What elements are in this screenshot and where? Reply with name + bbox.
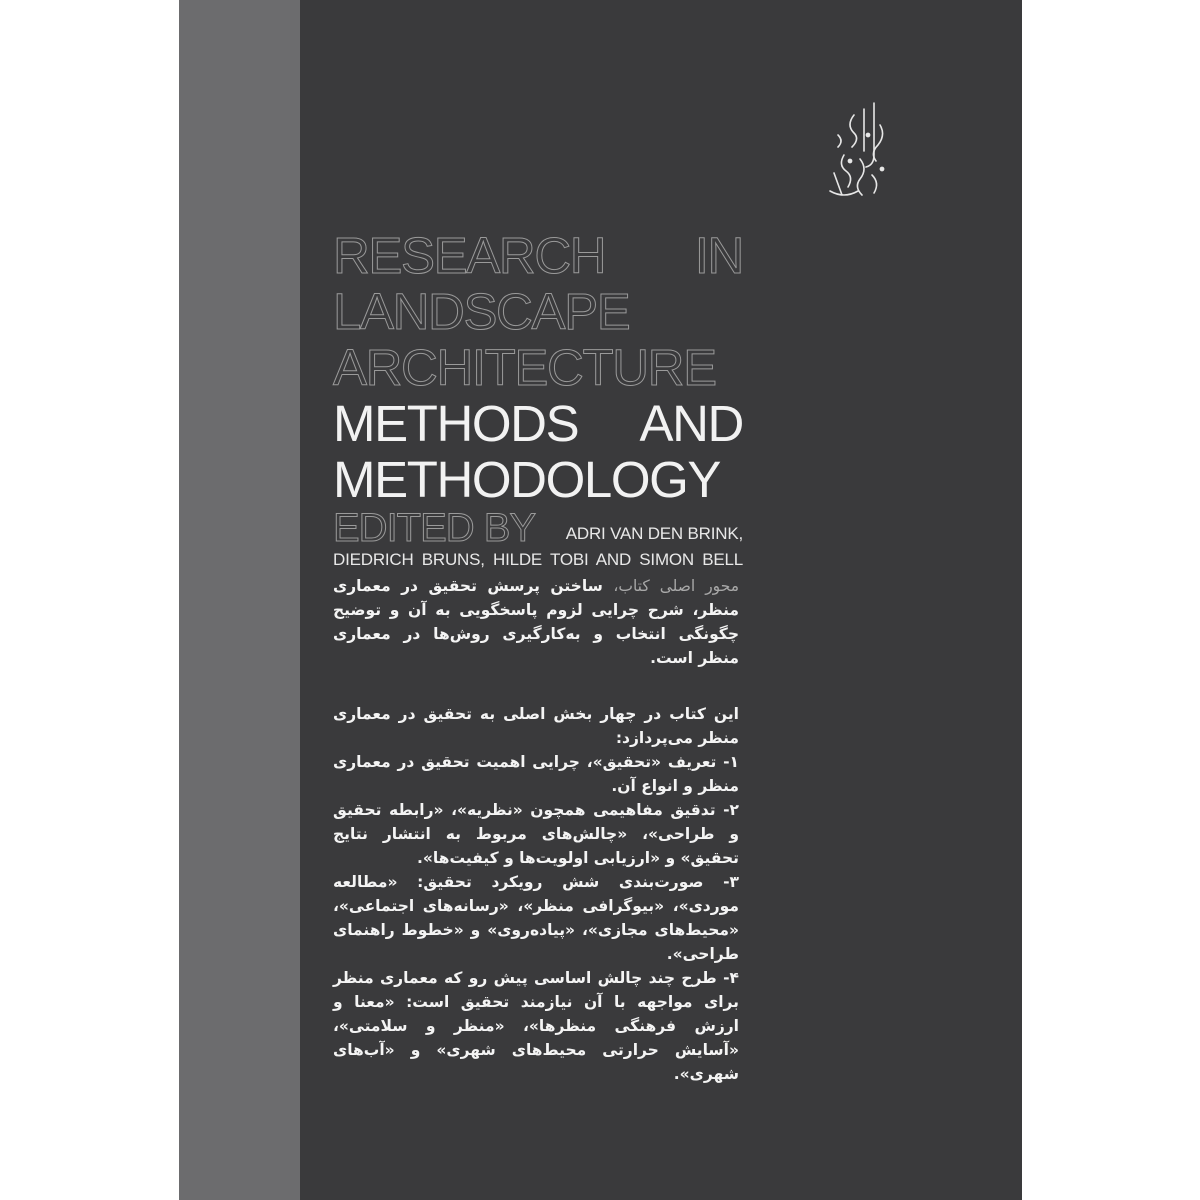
list-item: ۴- طرح چند چالش اساسی پیش رو که معماری منظر برای مواجهه با آن نیازمند تحقیق است: «معنا و ارزش فرهنگی منظرها»، «منظر و سلامتی»، «آسایش حرارتی محیط‌های شهری» و «آب‌های شهری». xyxy=(333,969,739,1083)
title-line-2: LANDSCAPE xyxy=(333,283,630,340)
intro-paragraph xyxy=(333,574,739,670)
editors-line-2: DIEDRICH BRUNS, HILDE TOBI AND SIMON BELL xyxy=(333,550,743,569)
contents-list xyxy=(333,702,739,1086)
calligraphic-logo-icon xyxy=(824,95,894,205)
book-spine xyxy=(179,0,300,1200)
title-line-1: RESEARCH IN xyxy=(333,227,743,284)
title-line-3: ARCHITECTURE xyxy=(333,339,716,396)
subtitle-line-2: METHODOLOGY xyxy=(333,451,720,508)
editors-line-1: ADRI VAN DEN BRINK, xyxy=(565,524,743,543)
list-item: ۳- صورت‌بندی شش رویکرد تحقیق: «مطالعه موردی»، «بیوگرافی منظر»، «رسانه‌های اجتماعی»، «محیط‌های مجازی»، «پیاده‌روی» و «خطوط راهنمای طراحی». xyxy=(333,873,739,963)
title-block xyxy=(333,228,743,570)
subtitle-line-1: METHODS AND xyxy=(333,395,743,452)
edited-by-label: EDITED BY xyxy=(333,506,536,550)
list-item: ۲- تدقیق مفاهیمی همچون «نظریه»، «رابطه تحقیق و طراحی»، «چالش‌های مربوط به انتشار نتایج تحقیق» و «ارزیابی اولویت‌ها و کیفیت‌ها». xyxy=(333,801,739,867)
list-item: ۱- تعریف «تحقیق»، چرایی اهمیت تحقیق در معماری منظر و انواع آن. xyxy=(333,753,739,795)
intro-lead: محور اصلی کتاب، xyxy=(613,577,739,595)
contents-intro: این کتاب در چهار بخش اصلی به تحقیق در معماری منظر می‌پردازد: xyxy=(333,705,739,747)
intro-rest: ساختن پرسش تحقیق در معماری منظر، شرح چرایی لزوم پاسخگویی به آن و توضیح چگونگی انتخاب و به‌کارگیری روش‌ها در معماری منظر است. xyxy=(333,577,739,667)
edited-by-row xyxy=(333,506,743,550)
